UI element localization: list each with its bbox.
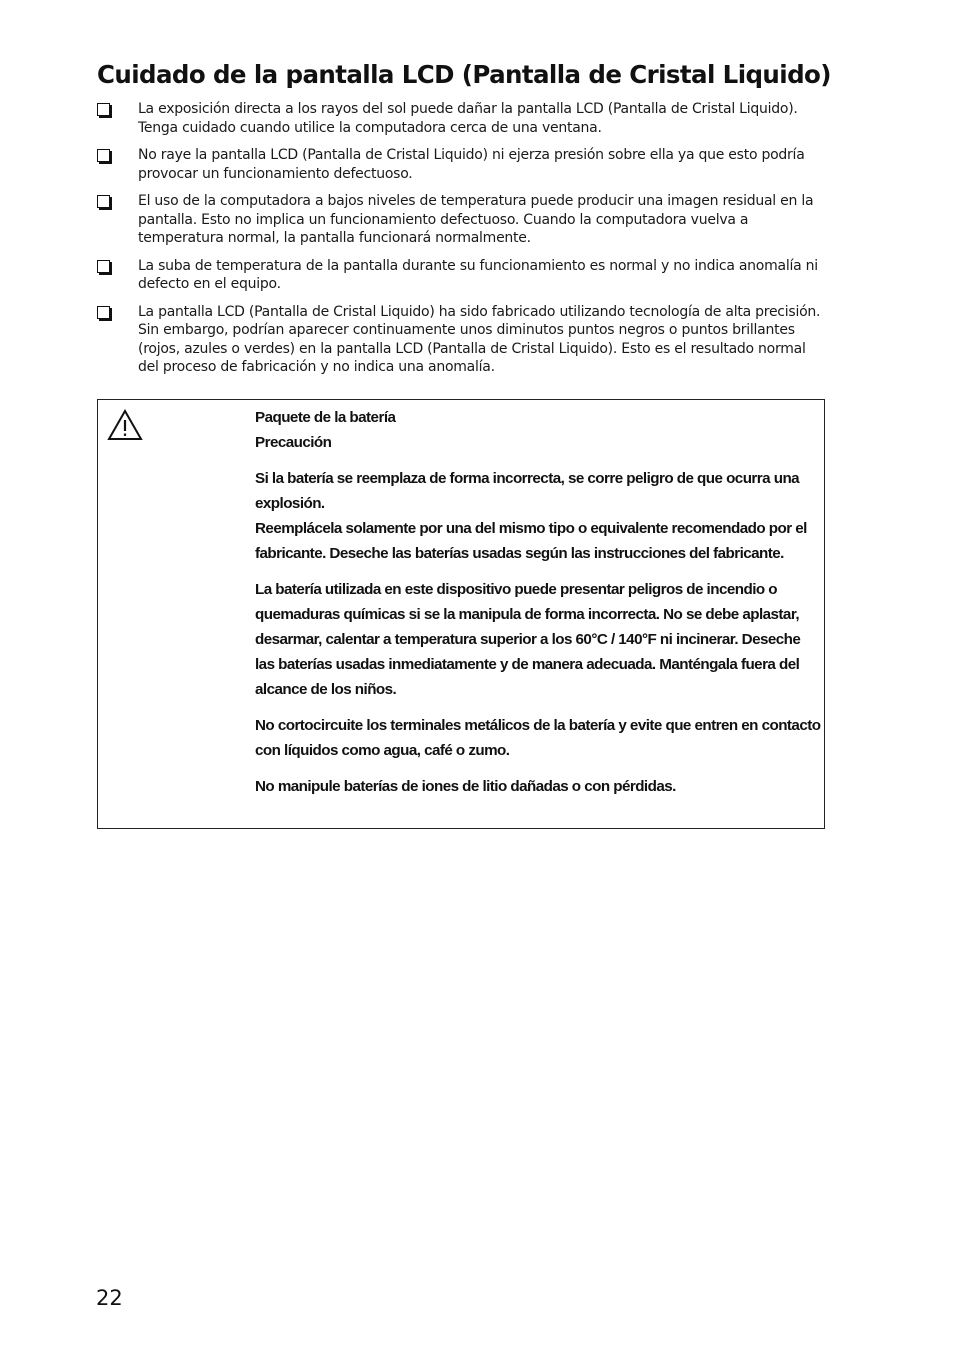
warning-triangle-icon bbox=[107, 409, 143, 441]
list-item bbox=[97, 192, 827, 248]
list-item-text: El uso de la computadora a bajos niveles de temperatura puede producir una imagen residual en la pantalla. Esto no implica un funcionamiento defectuoso. Cuando la computadora vuelva a temperatura normal, la pantalla funcionará normalmente. bbox=[138, 193, 814, 246]
list-item-text: La exposición directa a los rayos del sol puede dañar la pantalla LCD (Pantalla de Cristal Liquido). Tenga cuidado cuando utilice la computadora cerca de una ventana. bbox=[138, 101, 798, 136]
warning-replace-instruction: Reemplácela solamente por una del mismo tipo o equivalente recomendado por el fabricante. Deseche las baterías usadas según las instrucciones del fabricante. bbox=[255, 520, 807, 562]
list-item bbox=[97, 100, 827, 137]
checkbox-icon bbox=[97, 260, 110, 273]
warning-subheading: Precaución bbox=[255, 434, 332, 451]
checkbox-icon bbox=[97, 306, 110, 319]
page-title: Cuidado de la pantalla LCD (Pantalla de Cristal Liquido) bbox=[97, 60, 831, 89]
list-item-text: No raye la pantalla LCD (Pantalla de Cristal Liquido) ni ejerza presión sobre ella ya que esto podría provocar un funcionamiento defectuoso. bbox=[138, 147, 805, 182]
warning-hazard-text: La batería utilizada en este dispositivo puede presentar peligros de incendio o quemaduras químicas si se la manipula de forma incorrecta. No se debe aplastar, desarmar, calentar a temperatura superior a los 60°C / 140°F ni incinerar. Deseche las baterías usadas inmediatamente y de manera adecuada. Manténgala fuera del alcance de los niños. bbox=[255, 581, 801, 698]
warning-replace-text: Si la batería se reemplaza de forma incorrecta, se corre peligro de que ocurra una explosión. bbox=[255, 470, 800, 512]
checkbox-icon bbox=[97, 149, 110, 162]
page-number: 22 bbox=[96, 1286, 123, 1310]
warning-short-circuit-text: No cortocircuite los terminales metálicos de la batería y evite que entren en contacto con líquidos como agua, café o zumo. bbox=[255, 717, 821, 759]
warning-damaged-text: No manipule baterías de iones de litio dañadas o con pérdidas. bbox=[255, 778, 676, 795]
checkbox-icon bbox=[97, 195, 110, 208]
list-item bbox=[97, 257, 827, 294]
warning-content bbox=[255, 405, 821, 799]
list-item bbox=[97, 303, 827, 377]
list-item-text: La pantalla LCD (Pantalla de Cristal Liquido) ha sido fabricado utilizando tecnología de alta precisión. Sin embargo, podrían aparecer continuamente unos diminutos puntos negros o puntos brillantes (rojos, azules o verdes) en la pantalla LCD (Pantalla de Cristal Liquido). Esto es el resultado normal del proceso de fabricación y no indica una anomalía. bbox=[138, 303, 821, 375]
warning-heading: Paquete de la batería bbox=[255, 409, 396, 426]
list-item-text: La suba de temperatura de la pantalla durante su funcionamiento es normal y no indica anomalía ni defecto en el equipo. bbox=[138, 257, 818, 292]
battery-warning-box bbox=[97, 399, 825, 829]
care-bullet-list bbox=[97, 100, 827, 386]
checkbox-icon bbox=[97, 103, 110, 116]
list-item bbox=[97, 146, 827, 183]
